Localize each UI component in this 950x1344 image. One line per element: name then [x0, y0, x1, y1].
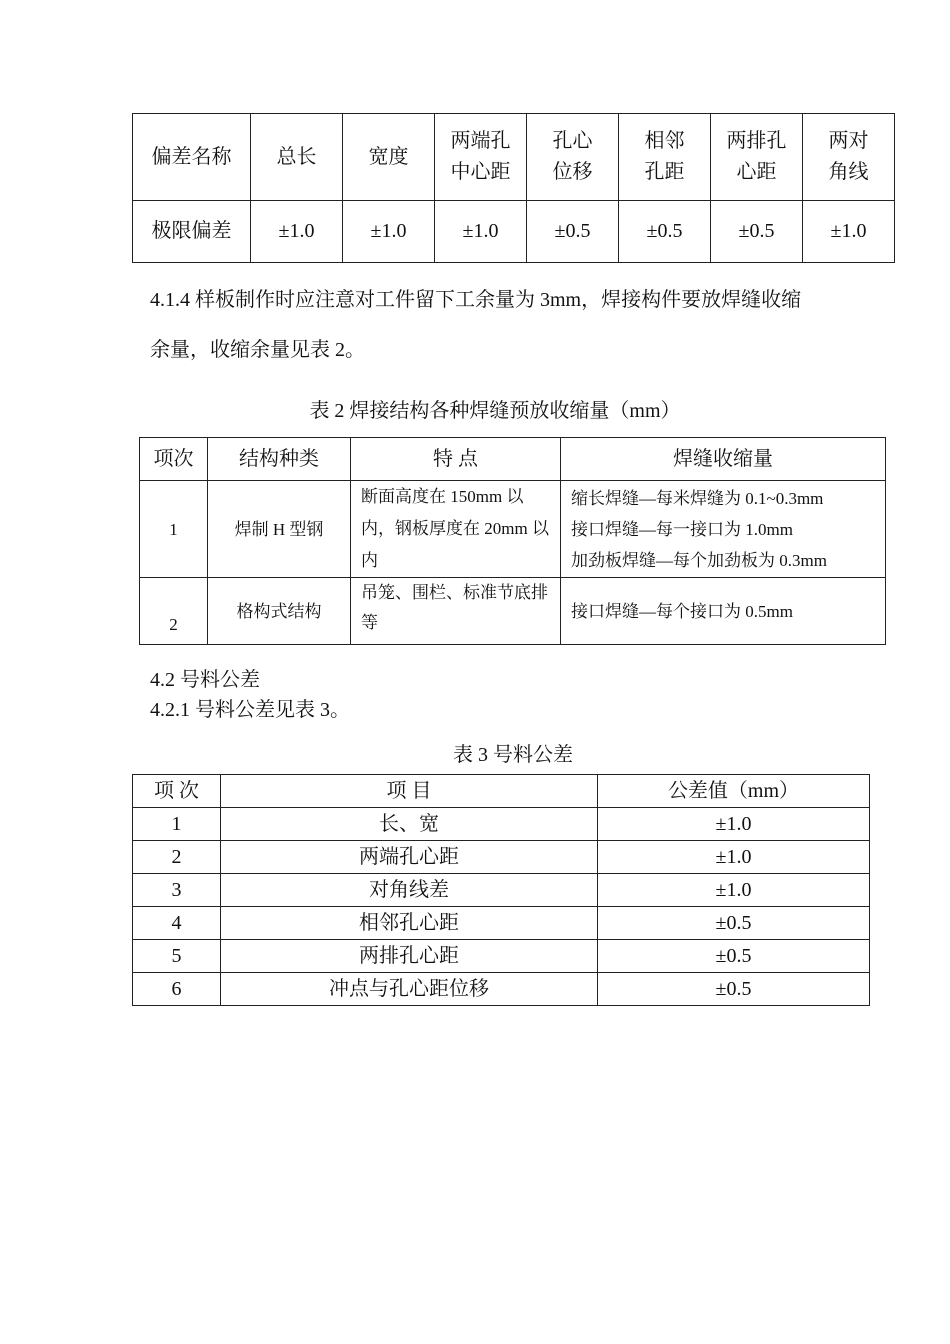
- table-cell: ±1.0: [343, 201, 435, 263]
- table-cell: 1: [140, 481, 208, 578]
- table-cell: ±0.5: [598, 973, 870, 1006]
- header-cell: 焊缝收缩量: [561, 438, 886, 481]
- table-cell: ±0.5: [619, 201, 711, 263]
- paragraph-4-1-4-line2: 余量，收缩余量见表 2。: [150, 339, 365, 361]
- header-cell: 孔心 位移: [527, 114, 619, 201]
- table-cell: ±1.0: [435, 201, 527, 263]
- paragraph-4-2-1: 4.2.1 号料公差见表 3。: [150, 699, 350, 721]
- header-cell: 项次: [140, 438, 208, 481]
- table-cell: 1: [133, 808, 221, 841]
- shrink-line: 接口焊缝—每一接口为 1.0mm: [571, 519, 793, 539]
- table-cell: 5: [133, 940, 221, 973]
- table-cell: 断面高度在 150mm 以内，钢板厚度在 20mm 以内: [351, 481, 561, 578]
- table-row: [133, 841, 870, 874]
- table-cell: 2: [133, 841, 221, 874]
- table3-caption: 表 3 号料公差: [453, 744, 573, 766]
- table-cell: 3: [133, 874, 221, 907]
- table-cell: ±0.5: [527, 201, 619, 263]
- table-header-row: [140, 438, 886, 481]
- table-cell: 相邻孔心距: [221, 907, 598, 940]
- table-header-row: [133, 114, 895, 201]
- header-cell: 偏差名称: [133, 114, 251, 201]
- table-cell: 6: [133, 973, 221, 1006]
- table-cell: ±1.0: [598, 808, 870, 841]
- cutting-tolerance-table: [132, 774, 870, 1006]
- table-cell: 2: [140, 578, 208, 645]
- shrink-line: 接口焊缝—每个接口为 0.5mm: [571, 601, 793, 621]
- table-cell: 焊制 H 型钢: [208, 481, 351, 578]
- table-cell: ±0.5: [598, 907, 870, 940]
- table-row: [133, 808, 870, 841]
- header-cell: 两排孔 心距: [711, 114, 803, 201]
- table-cell: ±1.0: [251, 201, 343, 263]
- header-cell: 两对 角线: [803, 114, 895, 201]
- table-row: [140, 481, 886, 578]
- table-row: [133, 973, 870, 1006]
- table-cell: ±0.5: [598, 940, 870, 973]
- header-cell: 公差值（mm）: [598, 775, 870, 808]
- table-row: [133, 940, 870, 973]
- table-cell: ±1.0: [803, 201, 895, 263]
- paragraph-4-1-4-line1: 4.1.4 样板制作时应注意对工件留下工余量为 3mm，焊接构件要放焊缝收缩: [150, 289, 802, 311]
- header-cell: 项 目: [221, 775, 598, 808]
- table-cell: 对角线差: [221, 874, 598, 907]
- table-row: [133, 907, 870, 940]
- table-cell: 冲点与孔心距位移: [221, 973, 598, 1006]
- header-cell: 相邻 孔距: [619, 114, 711, 201]
- header-cell: 项 次: [133, 775, 221, 808]
- table-cell: 两端孔心距: [221, 841, 598, 874]
- table-cell: ±1.0: [598, 841, 870, 874]
- table-cell: [561, 578, 886, 645]
- table2-caption: 表 2 焊接结构各种焊缝预放收缩量（mm）: [309, 400, 681, 422]
- weld-shrinkage-table: [139, 437, 886, 645]
- header-cell: 特 点: [351, 438, 561, 481]
- shrink-line: 缩长焊缝—每米焊缝为 0.1~0.3mm: [571, 488, 824, 508]
- deviation-table: [132, 113, 895, 263]
- table-cell: ±1.0: [598, 874, 870, 907]
- table-cell: 极限偏差: [133, 201, 251, 263]
- table-cell: 4: [133, 907, 221, 940]
- table-cell: 吊笼、围栏、标准节底排等: [351, 578, 561, 645]
- table-cell: ±0.5: [711, 201, 803, 263]
- heading-4-2: 4.2 号料公差: [150, 669, 260, 691]
- table-header-row: [133, 775, 870, 808]
- header-cell: 两端孔 中心距: [435, 114, 527, 201]
- table-row: [140, 578, 886, 645]
- header-cell: 结构种类: [208, 438, 351, 481]
- header-cell: 宽度: [343, 114, 435, 201]
- shrink-line: 加劲板焊缝—每个加劲板为 0.3mm: [571, 550, 827, 570]
- table-cell: 长、宽: [221, 808, 598, 841]
- table-cell: [561, 481, 886, 578]
- table-row: [133, 201, 895, 263]
- table-cell: 格构式结构: [208, 578, 351, 645]
- table-row: [133, 874, 870, 907]
- header-cell: 总长: [251, 114, 343, 201]
- table-cell: 两排孔心距: [221, 940, 598, 973]
